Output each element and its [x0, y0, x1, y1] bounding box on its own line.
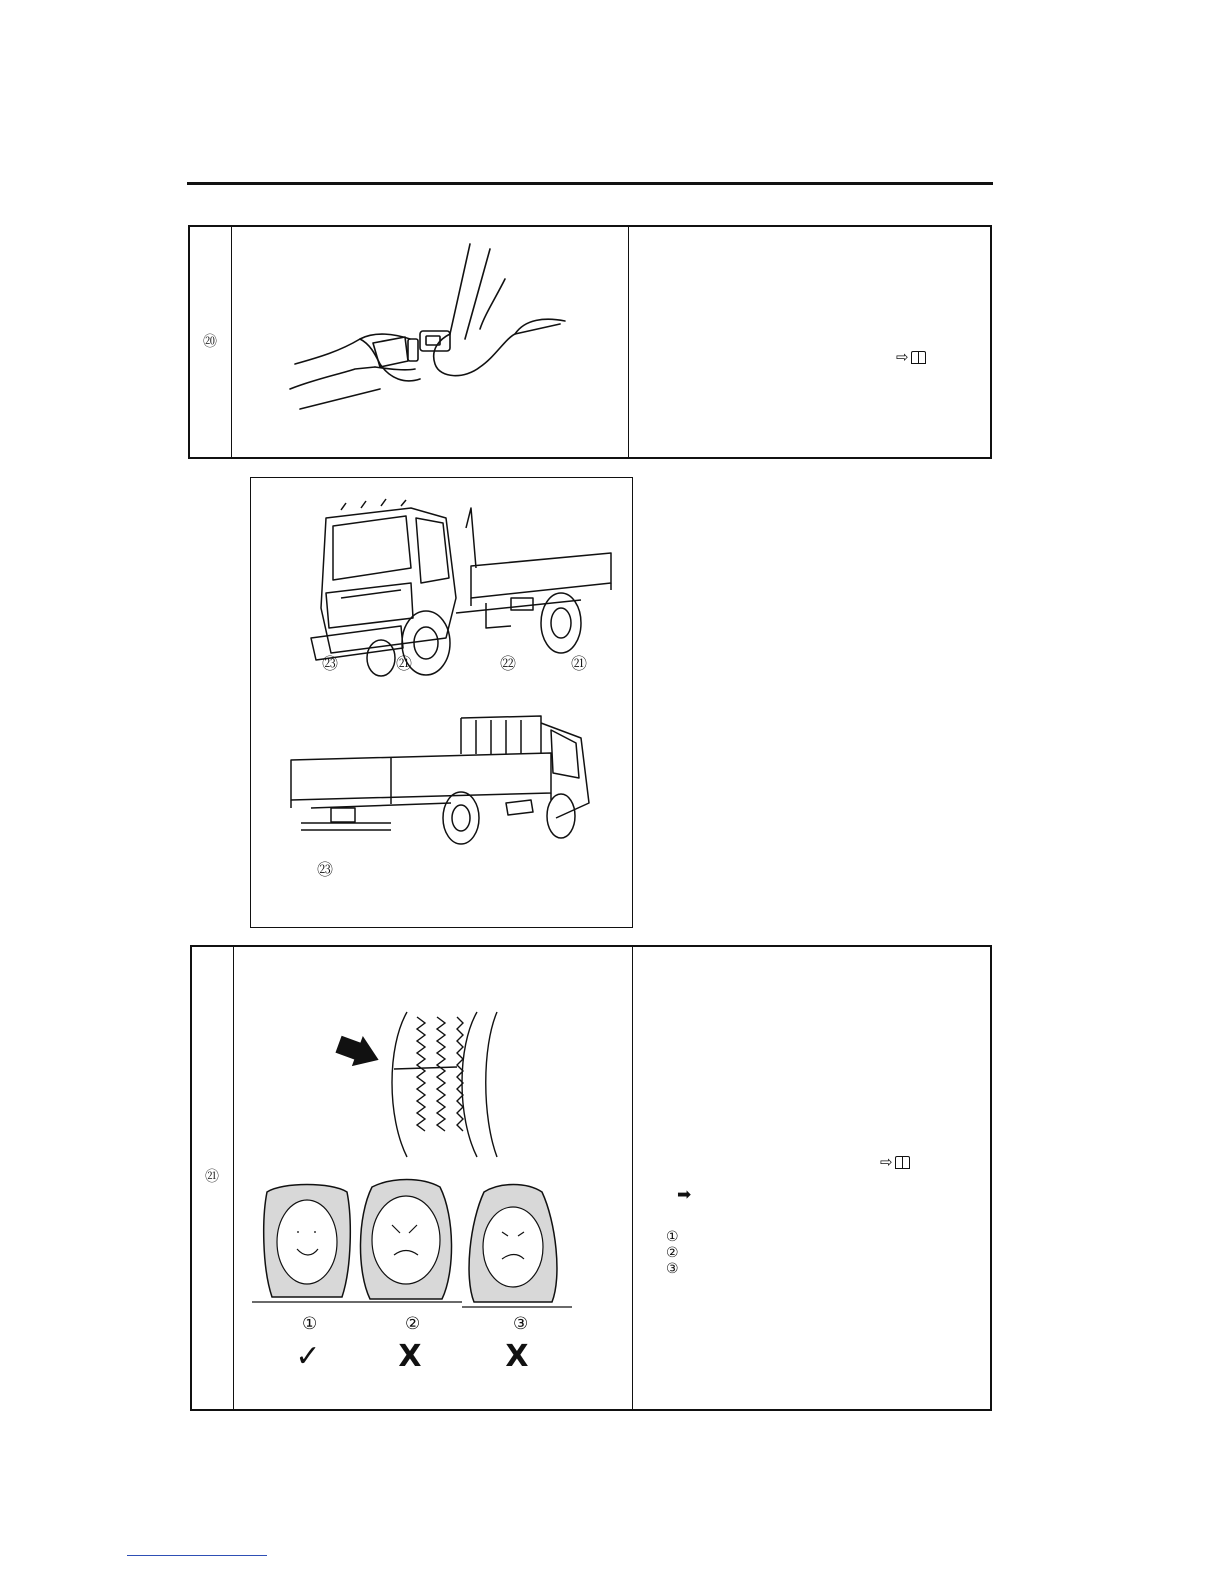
reference-arrow-icon: ⇨	[880, 1153, 893, 1171]
callout-23-front: ㉓	[322, 654, 339, 673]
page-header-rule	[187, 182, 993, 185]
section-21-number: ㉑	[205, 1169, 219, 1185]
callout-22: ㉒	[500, 654, 517, 673]
reference-arrow-icon: ⇨	[896, 348, 909, 366]
footer-link-underline[interactable]	[127, 1555, 267, 1556]
section-21-reference	[880, 1153, 910, 1171]
tire-tread-wear-illustration	[332, 1007, 532, 1167]
callout-21-front-right: ㉑	[571, 654, 588, 673]
callout-23-rear: ㉓	[317, 860, 334, 879]
seatbelt-buckle-illustration	[280, 239, 600, 419]
note-arrow-icon: ➡	[677, 1185, 692, 1205]
section-21-table	[190, 945, 992, 1411]
section-20-reference	[896, 348, 926, 366]
section-20-number: ⑳	[203, 334, 217, 350]
tire-legend	[666, 1229, 679, 1277]
legend-item-1: ①	[666, 1229, 679, 1245]
truck-figure-frame	[250, 477, 633, 928]
correct-check-icon: ✓	[295, 1339, 321, 1374]
incorrect-x-icon-1: X	[398, 1339, 422, 1374]
legend-item-3: ③	[666, 1261, 679, 1277]
tire-cross-sections	[252, 1177, 612, 1317]
truck-front-view-illustration	[271, 488, 616, 678]
legend-item-2: ②	[666, 1245, 679, 1261]
tire-label-3: ③	[513, 1314, 529, 1334]
section-20-table	[188, 225, 992, 459]
incorrect-x-icon-2: X	[505, 1339, 529, 1374]
tire-label-1: ①	[302, 1314, 318, 1334]
truck-rear-view-illustration	[271, 708, 616, 868]
manual-book-icon	[895, 1156, 910, 1169]
callout-21-front-left: ㉑	[396, 654, 413, 673]
tire-label-2: ②	[405, 1314, 421, 1334]
tire-inflation-diagram	[252, 1177, 612, 1387]
manual-book-icon	[911, 351, 926, 364]
